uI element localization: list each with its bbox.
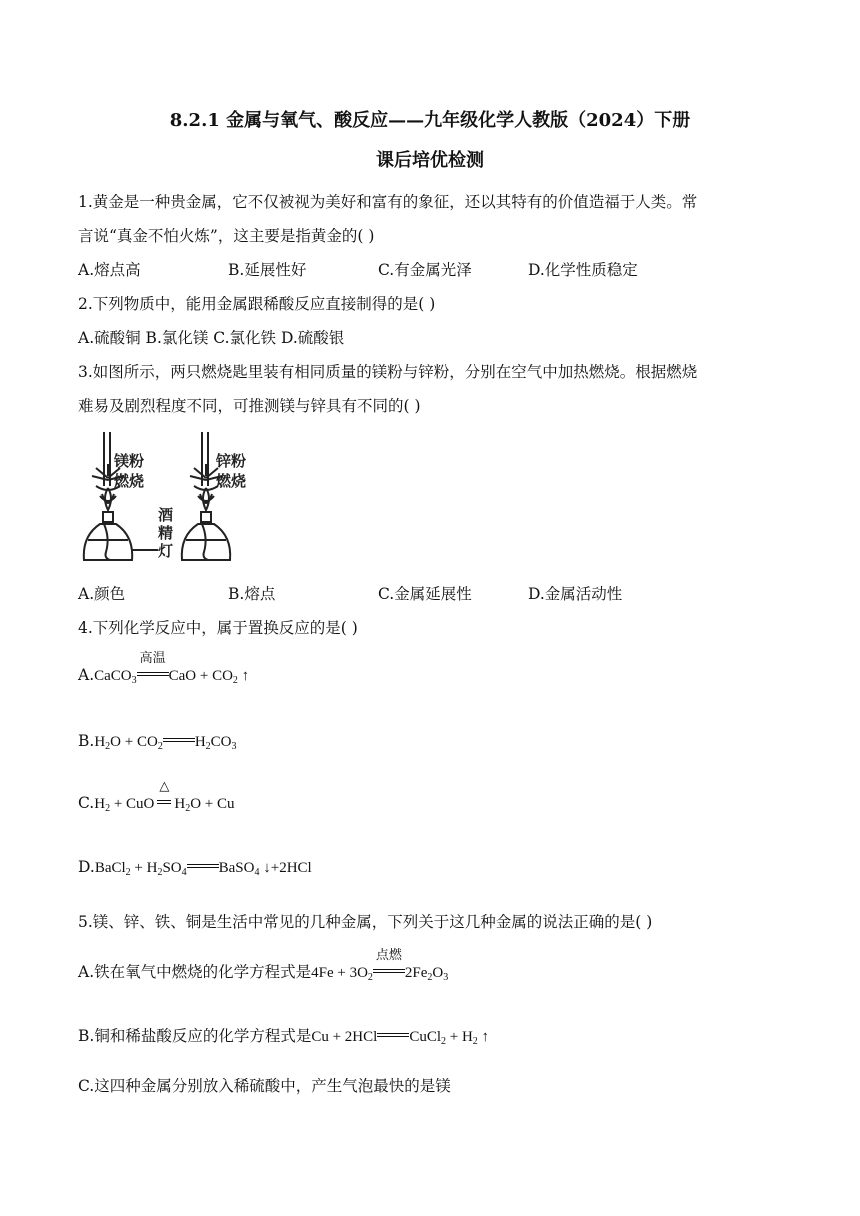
q3-option-b: B.熔点	[228, 585, 276, 603]
q1-option-d: D.化学性质稳定	[528, 261, 638, 279]
q3-figure-alcohol-lamps	[78, 428, 278, 568]
q5-stem: 5.镁、锌、铁、铜是生活中常见的几种金属，下列关于这几种金属的说法正确的是( )	[78, 913, 653, 931]
q4-option-a: A.CaCO$_3$ 高温 CaO + $CO_2$ ↑	[78, 666, 249, 686]
document-title: 8.2.1 金属与氧气、酸反应——九年级化学人教版（2024）下册	[169, 110, 691, 131]
q3-option-c: C.金属延展性	[378, 585, 472, 603]
q2-stem: 2.下列物质中，能用金属跟稀酸反应直接制得的是( )	[78, 295, 436, 313]
q1-stem-line2: 言说“真金不怕火炼”，这主要是指黄金的( )	[78, 227, 375, 245]
q3-stem-line1: 3.如图所示，两只燃烧匙里装有相同质量的镁粉与锌粉，分别在空气中加热燃烧。根据燃烧	[78, 363, 698, 381]
q1-option-a: A.熔点高	[78, 261, 141, 279]
q4-stem: 4.下列化学反应中，属于置换反应的是( )	[78, 619, 358, 637]
q4-option-c: $C.H_2$ + CuO △ $H_2O + Cu$	[78, 779, 235, 814]
q2-options: A.硫酸铜 B.氯化镁 C.氯化铁 D.硫酸银	[78, 329, 345, 347]
document-subtitle: 课后培优检测	[376, 150, 484, 171]
q1-stem-line1: 1.黄金是一种贵金属，它不仅被视为美好和富有的象征，还以其特有的价值造福于人类。常	[78, 193, 698, 211]
alcohol-lamp-illustration	[78, 428, 278, 568]
condition-high-temp: 高温	[139, 651, 166, 666]
q1-option-c: C.有金属光泽	[378, 261, 472, 279]
label-lamp-1: 酒	[158, 506, 174, 524]
condition-ignite: 点燃	[375, 948, 402, 963]
q5-option-a: A.铁在氧气中燃烧的化学方程式是$4Fe + 3O_2$ 点燃 $2Fe_2O_3$	[78, 960, 448, 983]
q3-option-d: D.金属活动性	[528, 585, 623, 603]
q4-option-d: D.BaCl$_2$ + $H_2SO_4$ BaSO$_4$ ↓+2HCl	[78, 858, 312, 878]
q3-stem-line2: 难易及剧烈程度不同，可推测镁与锌具有不同的( )	[78, 397, 421, 415]
label-zn-burning: 燃烧	[216, 472, 247, 490]
label-mg-burning: 燃烧	[114, 472, 145, 490]
q4-option-b: $B.H_2O + CO_2$ $H_2CO_3$	[78, 732, 237, 752]
label-lamp-2: 精	[158, 524, 174, 542]
label-lamp-3: 灯	[158, 542, 174, 560]
q5-option-b: B.铜和稀盐酸反应的化学方程式是Cu + 2HCl CuCl$_2$ + $H_2$ ↑	[78, 1027, 490, 1047]
label-mg-powder: 镁粉	[114, 452, 145, 470]
q1-options	[78, 258, 638, 280]
q3-options	[78, 582, 622, 604]
q1-option-b: B.延展性好	[228, 261, 307, 279]
q5-option-c: C.这四种金属分别放入稀硫酸中，产生气泡最快的是镁	[78, 1077, 451, 1095]
label-zn-powder: 锌粉	[216, 452, 247, 470]
q3-option-a: A.颜色	[78, 585, 126, 603]
condition-heat: △	[159, 779, 170, 794]
